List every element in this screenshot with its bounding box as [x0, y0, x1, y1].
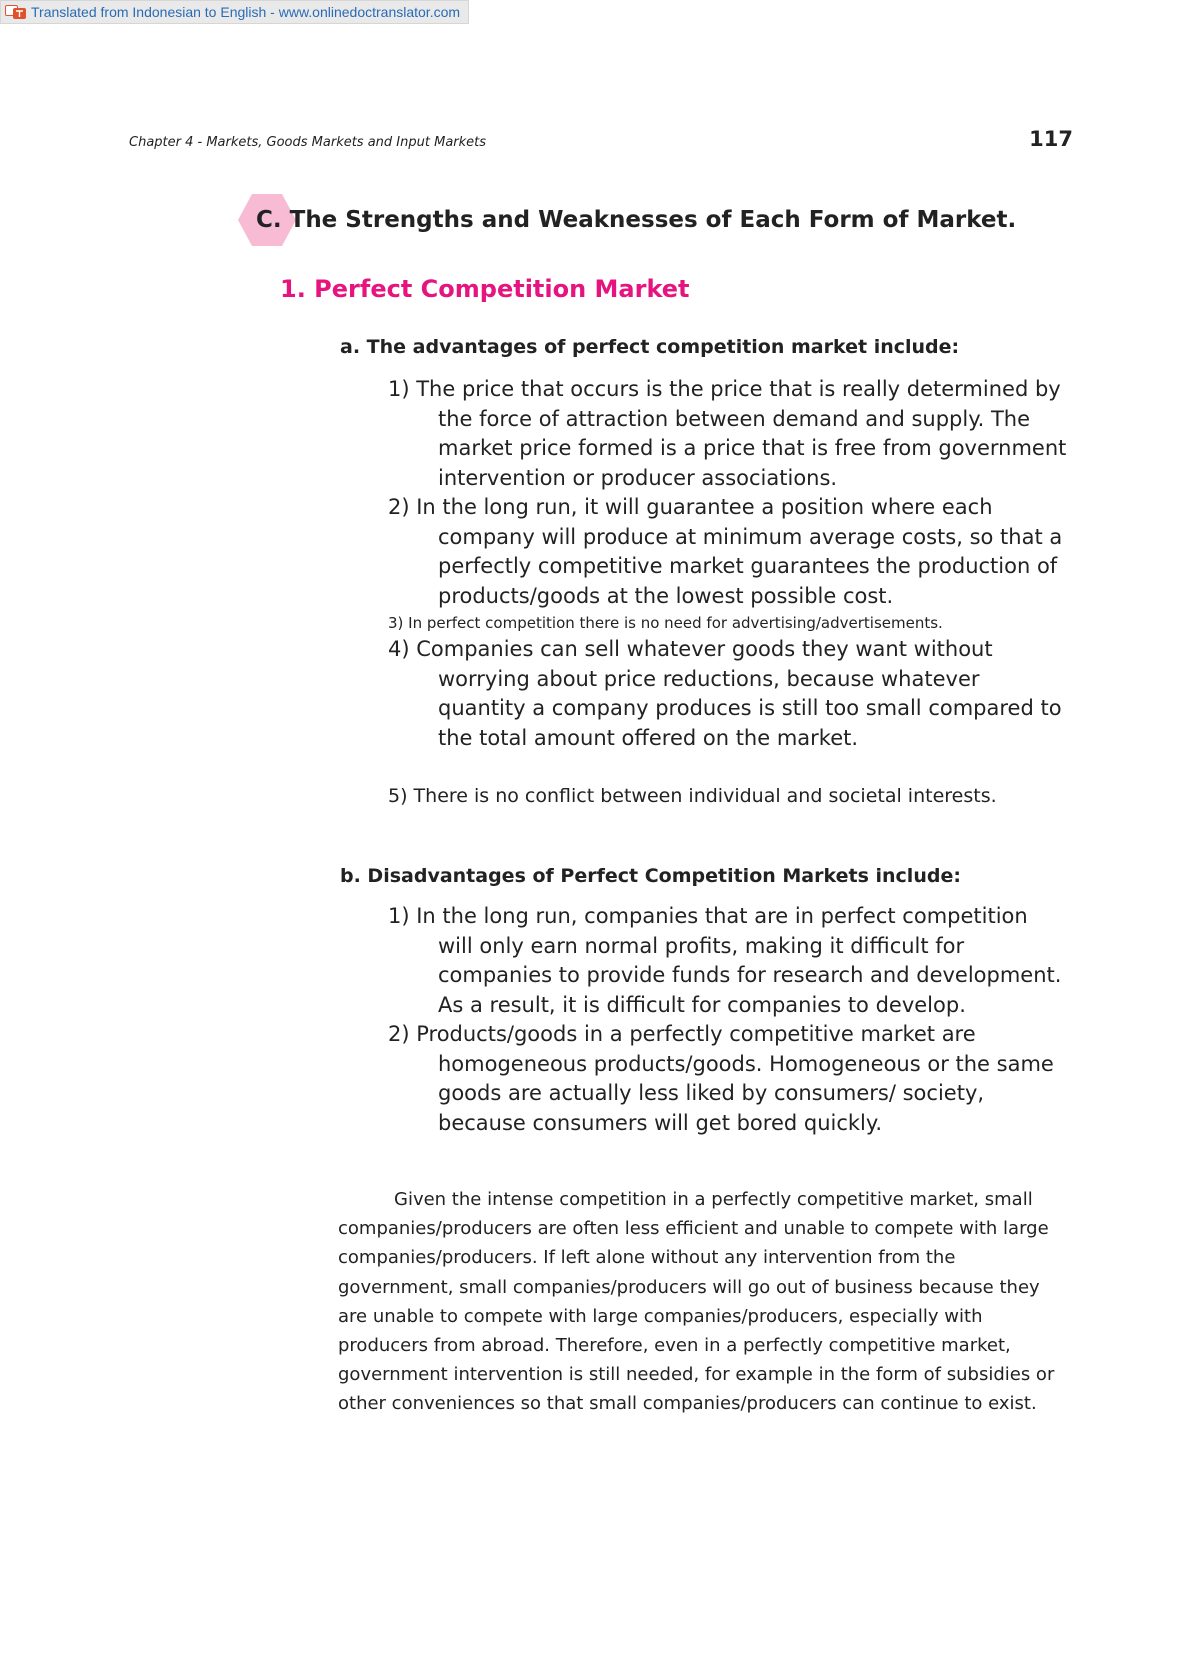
list-item: 1) In the long run, companies that are in perfect competition will only earn normal profits, making it difficult for companies to provide funds for research and development. As a result, it is difficult for companies to develop. — [388, 904, 1062, 1017]
list-item: 5) There is no conflict between individual and societal interests. — [388, 785, 997, 807]
translate-icon — [5, 5, 27, 19]
banner-text: Translated from Indonesian to English - www.onlinedoctranslator.com — [31, 4, 461, 20]
list-item: 2) Products/goods in a perfectly competitive market are homogeneous products/goods. Homogeneous or the same goods are actually less liked by consumers/ society, because consumers will get bored quickly. — [388, 1022, 1054, 1135]
page-number: 117 — [1029, 127, 1073, 151]
list-item: 1) The price that occurs is the price that is really determined by the force of attraction between demand and supply. The market price formed is a price that is free from government intervention or producer associations. — [388, 377, 1067, 490]
page-header — [129, 127, 1073, 151]
disadvantages-list — [388, 902, 1068, 1138]
chapter-title: Chapter 4 - Markets, Goods Markets and Input Markets — [129, 135, 487, 150]
list-item: 2) In the long run, it will guarantee a position where each company will produce at minimum average costs, so that a perfectly competitive market guarantees the production of products/goods at the lowest possible cost. — [388, 495, 1063, 608]
section-title: C. The Strengths and Weaknesses of Each Form of Market. — [256, 207, 1017, 233]
list-item: 3) In perfect competition there is no need for advertising/advertisements. — [388, 614, 943, 632]
disadvantages-heading: b. Disadvantages of Perfect Competition Markets include: — [340, 865, 961, 887]
paragraph-text: Given the intense competition in a perfectly competitive market, small companies/producers are often less efficient and unable to compete with large companies/producers. If left alone without any intervention from the government, small companies/producers will go out of business because they are unable to compete with large companies/producers, especially with producers from abroad. Therefore, even in a perfectly competitive market, government intervention is still needed, for example in the form of subsidies or other conveniences so that small companies/producers can continue to exist. — [338, 1189, 1055, 1415]
advantages-list — [388, 375, 1068, 811]
advantages-heading: a. The advantages of perfect competition market include: — [340, 336, 960, 358]
spacer — [388, 753, 1068, 782]
translation-banner[interactable] — [0, 0, 469, 24]
section-heading — [237, 190, 1016, 250]
subsection-title: 1. Perfect Competition Market — [280, 275, 690, 303]
list-item: 4) Companies can sell whatever goods they want without worrying about price reductions, because whatever quantity a company produces is still too small compared to the total amount offered on the market. — [388, 637, 1062, 750]
body-paragraph — [338, 1185, 1073, 1419]
